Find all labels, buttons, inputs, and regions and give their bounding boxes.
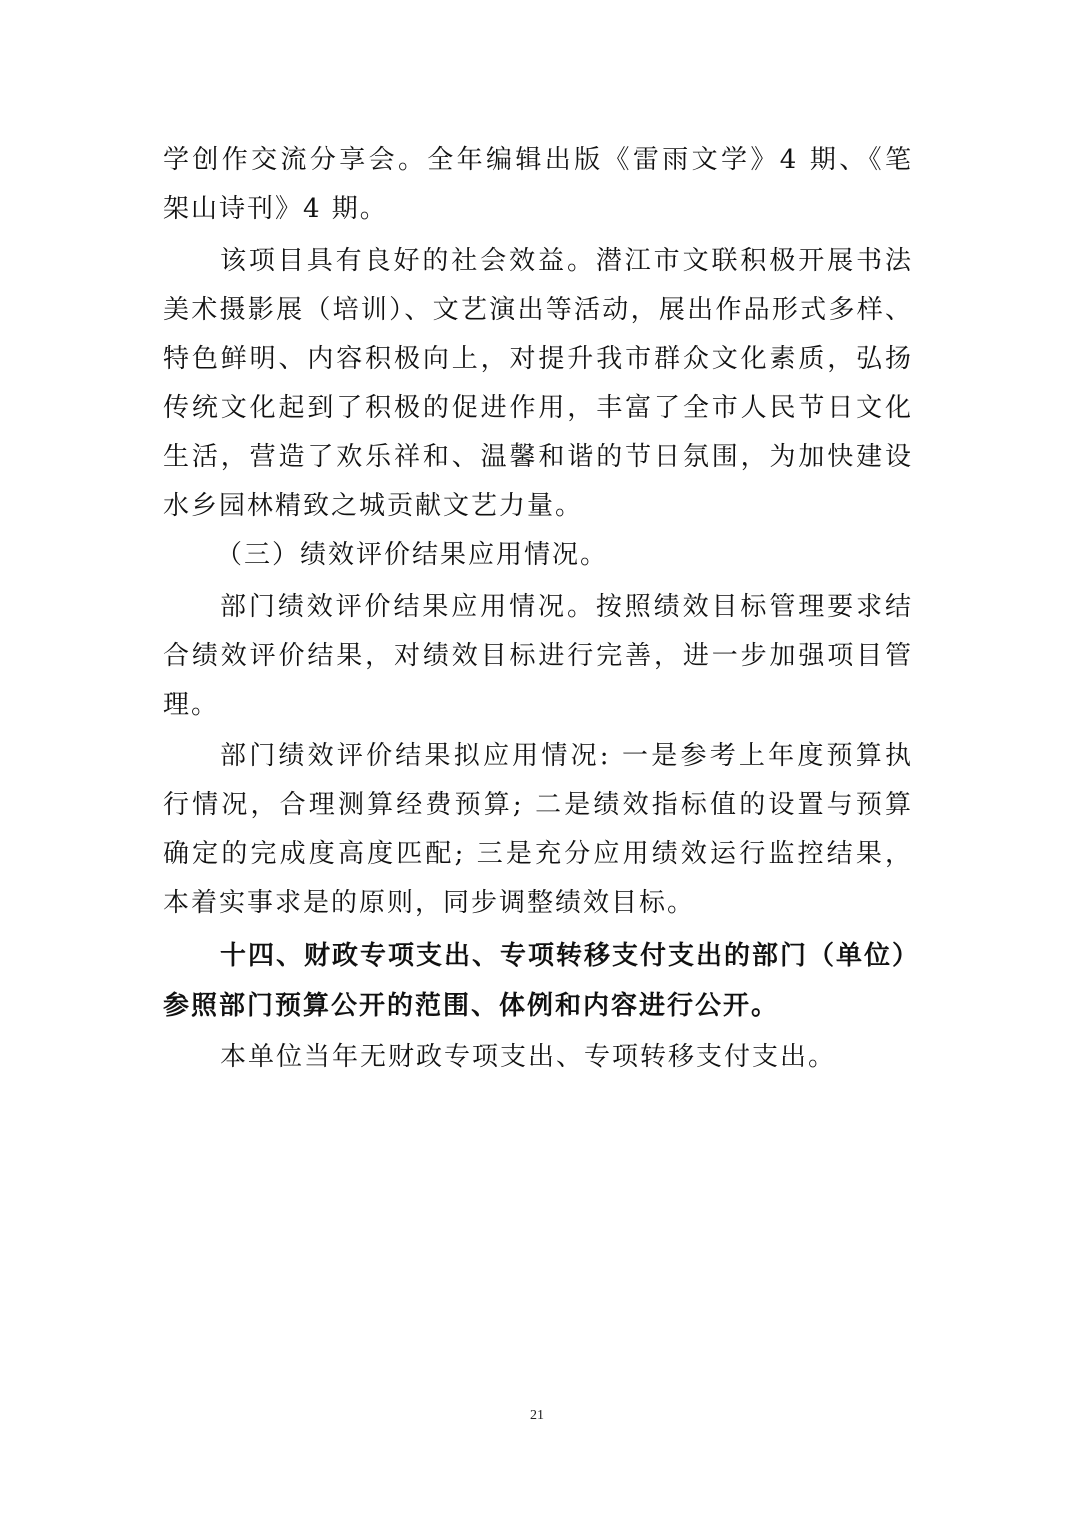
page-number: 21 bbox=[530, 1408, 544, 1423]
chapter-heading: 十四、财政专项支出、专项转移支付支出的部门（单位） bbox=[220, 941, 921, 971]
paragraph-line: 部门绩效评价结果应用情况。按照绩效目标管理要求结 bbox=[220, 592, 913, 622]
paragraph-line: 传统文化起到了积极的促进作用，丰富了全市人民节日文化 bbox=[163, 393, 913, 423]
paragraph-line: 部门绩效评价结果拟应用情况: 一是参考上年度预算执 bbox=[220, 741, 913, 771]
paragraph-line: 本着实事求是的原则，同步调整绩效目标。 bbox=[163, 888, 696, 918]
paragraph-line: 生活，营造了欢乐祥和、温馨和谐的节日氛围，为加快建设 bbox=[163, 442, 913, 472]
paragraph-line: 合绩效评价结果，对绩效目标进行完善，进一步加强项目管 bbox=[163, 641, 913, 671]
section-heading: （三）绩效评价结果应用情况。 bbox=[216, 540, 609, 570]
paragraph-line: 确定的完成度高度匹配; 三是充分应用绩效运行监控结果， bbox=[163, 839, 913, 869]
paragraph-line: 特色鲜明、内容积极向上，对提升我市群众文化素质，弘扬 bbox=[163, 344, 913, 374]
paragraph-line: 水乡园林精致之城贡献文艺力量。 bbox=[163, 491, 584, 521]
paragraph-line: 该项目具有良好的社会效益。潜江市文联积极开展书法 bbox=[220, 246, 913, 276]
paragraph-line: 美术摄影展（培训）、文艺演出等活动，展出作品形式多样、 bbox=[163, 295, 913, 325]
paragraph-line: 架山诗刊》4 期。 bbox=[163, 194, 388, 224]
paragraph-line: 学创作交流分享会。全年编辑出版《雷雨文学》4 期、《笔 bbox=[163, 145, 913, 175]
paragraph-line: 行情况，合理测算经费预算; 二是绩效指标值的设置与预算 bbox=[163, 790, 913, 820]
paragraph-line: 本单位当年无财政专项支出、专项转移支付支出。 bbox=[220, 1042, 837, 1072]
paragraph-line: 理。 bbox=[163, 690, 220, 720]
chapter-heading: 参照部门预算公开的范围、体例和内容进行公开。 bbox=[163, 991, 780, 1021]
